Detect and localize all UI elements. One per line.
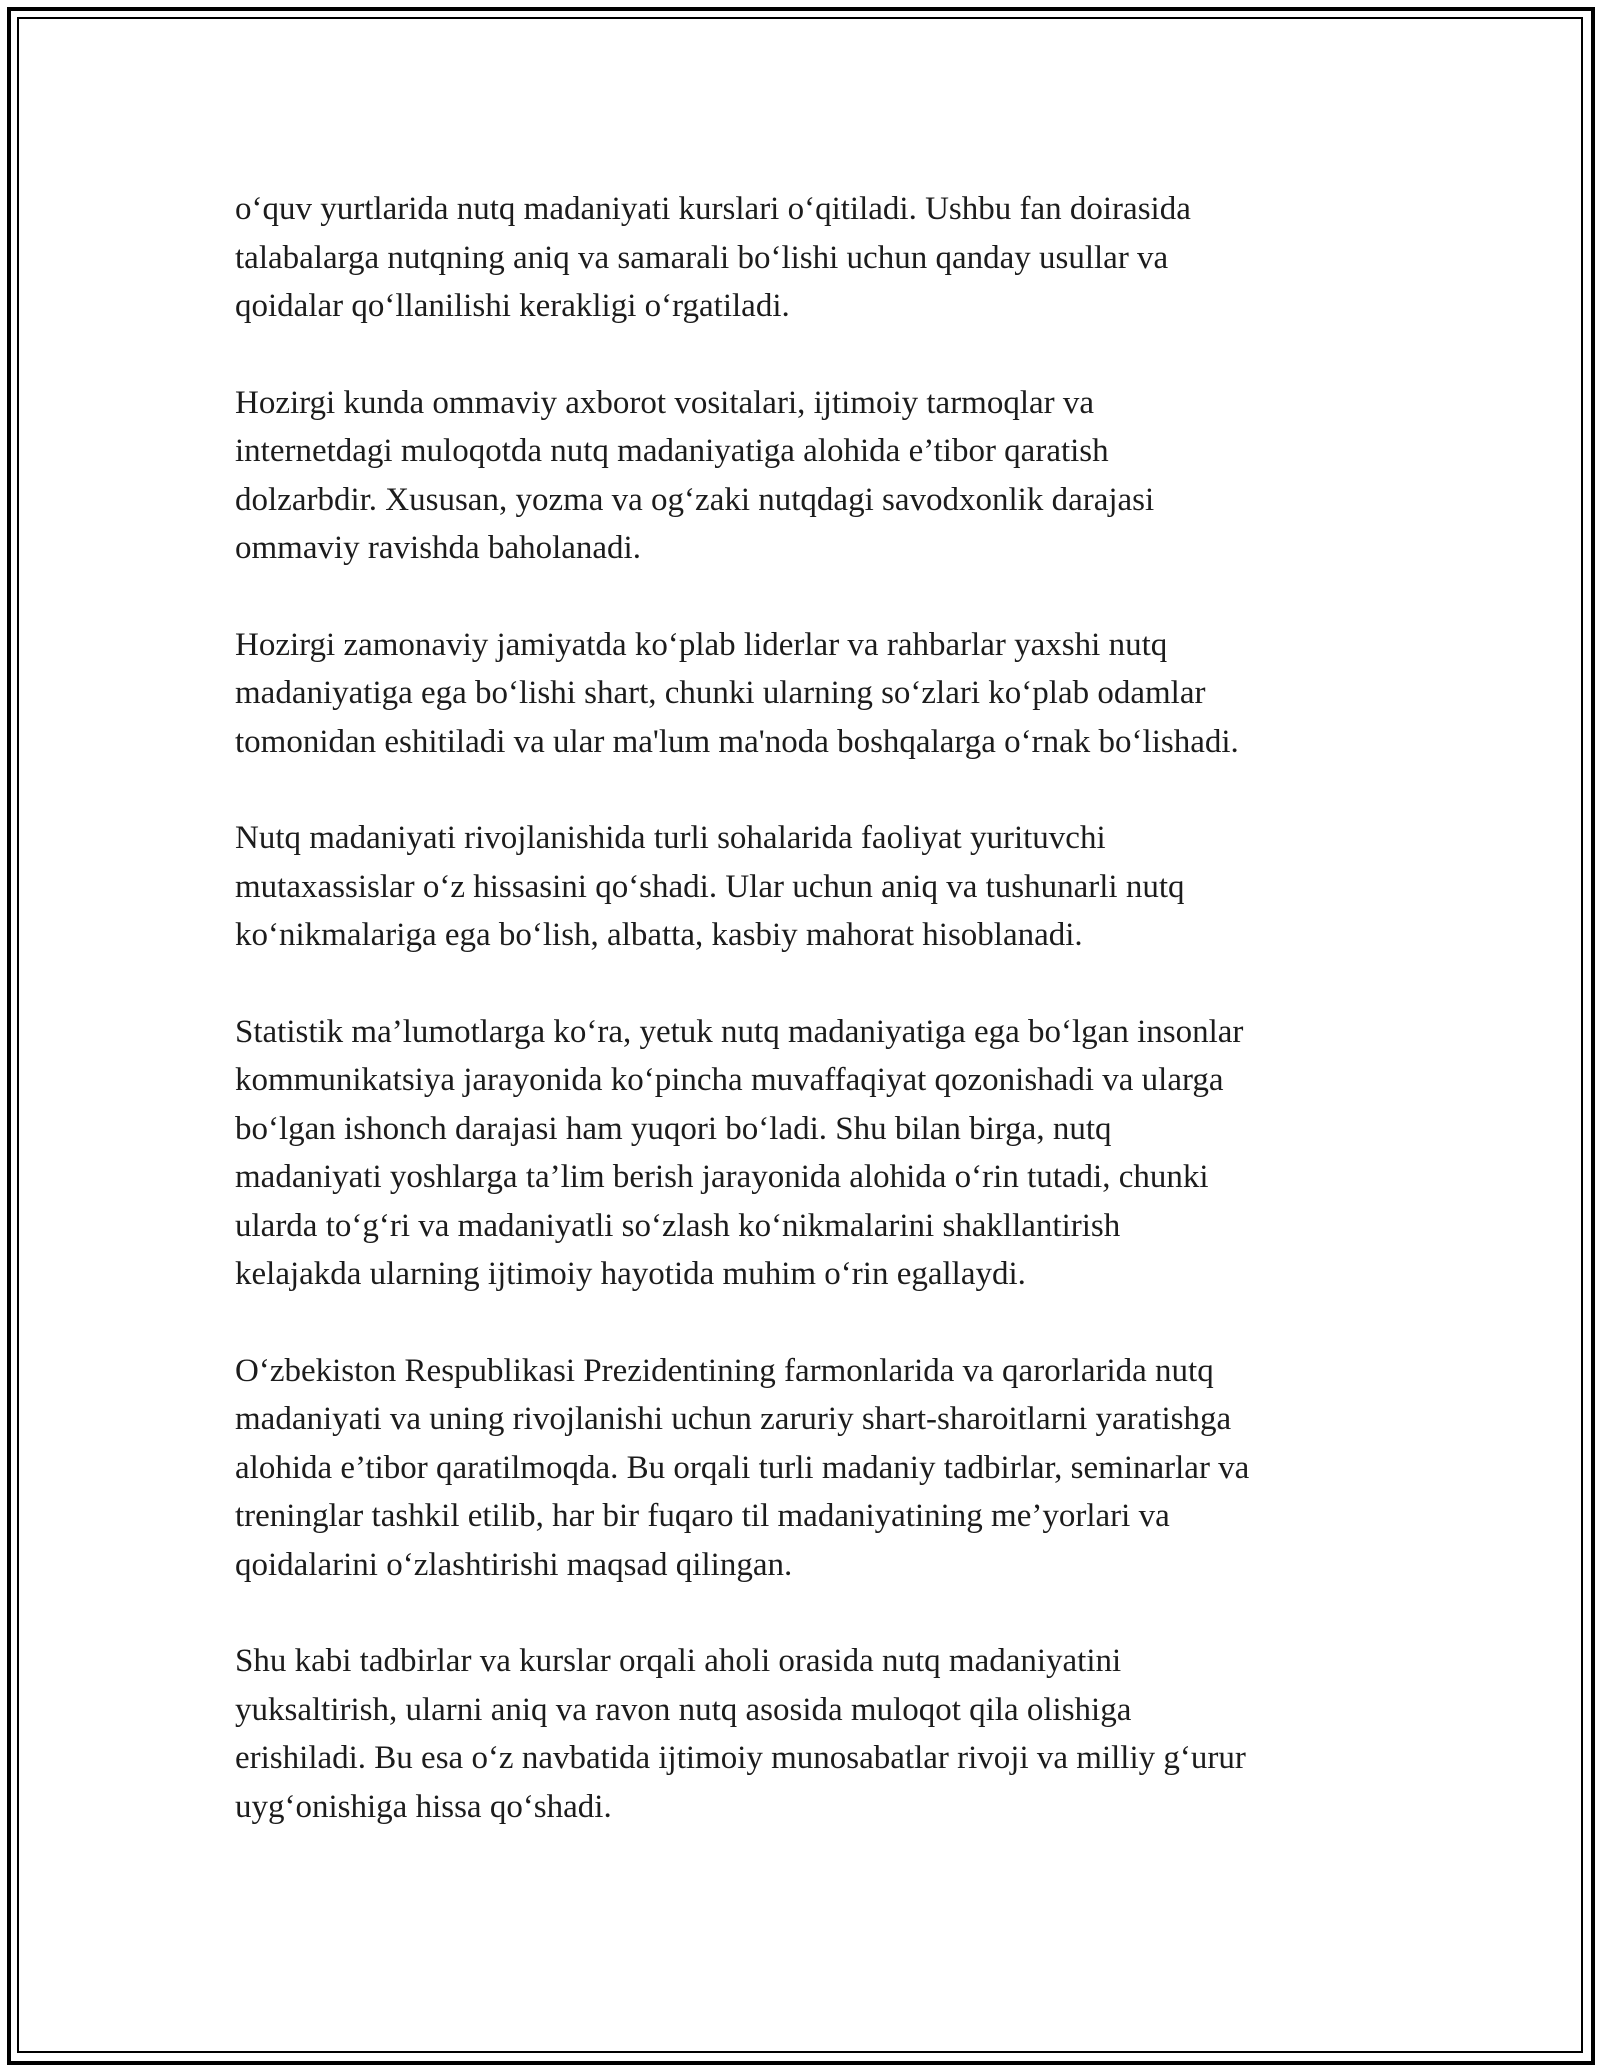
text-line: Hozirgi zamonaviy jamiyatda ko‘plab liderlar va rahbarlar yaxshi nutq (235, 626, 1168, 663)
text-line: internetdagi muloqotda nutq madaniyatiga alohida e’tibor qaratish (235, 433, 1109, 469)
text-line: yuksaltirish, ularni aniq va ravon nutq asosida muloqot qila olishiga (235, 1691, 1132, 1728)
paragraph-1 (235, 185, 1375, 331)
text-line: bo‘lgan ishonch darajasi ham yuqori bo‘ladi. Shu bilan birga, nutq (235, 1110, 1112, 1147)
document-body (235, 185, 1375, 1879)
text-line: ularda to‘g‘ri va madaniyatli so‘zlash ko‘nikmalarini shakllantirish (235, 1207, 1121, 1244)
paragraph-6 (235, 1347, 1375, 1590)
text-line: o‘quv yurtlarida nutq madaniyati kurslari o‘qitiladi. Ushbu fan doirasida (235, 191, 1191, 227)
text-line: madaniyati va uning rivojlanishi uchun zaruriy shart-sharoitlarni yaratishga (235, 1401, 1232, 1437)
paragraph-4 (235, 814, 1375, 960)
text-line: Shu kabi tadbirlar va kurslar orqali aholi orasida nutq madaniyatini (235, 1643, 1122, 1679)
text-line: uyg‘onishiga hissa qo‘shadi. (235, 1788, 612, 1825)
text-line: qoidalarini o‘zlashtirishi maqsad qilingan. (235, 1546, 793, 1583)
text-line: ommaviy ravishda baholanadi. (235, 530, 641, 566)
text-line: qoidalar qo‘llanilishi kerakligi o‘rgatiladi. (235, 288, 790, 324)
paragraph-7 (235, 1637, 1375, 1831)
text-line: alohida e’tibor qaratilmoqda. Bu orqali turli madaniy tadbirlar, seminarlar va (235, 1449, 1250, 1486)
text-line: treninglar tashkil etilib, har bir fuqaro til madaniyatining me’yorlari va (235, 1498, 1170, 1534)
paragraph-3 (235, 621, 1375, 767)
text-line: erishiladi. Bu esa o‘z navbatida ijtimoiy munosabatlar rivoji va milliy g‘urur (235, 1740, 1246, 1776)
text-line: talabalarga nutqning aniq va samarali bo‘lishi uchun qanday usullar va (235, 239, 1169, 276)
text-line: mutaxassislar o‘z hissasini qo‘shadi. Ular uchun aniq va tushunarli nutq (235, 868, 1185, 905)
text-line: Hozirgi kunda ommaviy axborot vositalari, ijtimoiy tarmoqlar va (235, 384, 1095, 421)
paragraph-5 (235, 1008, 1375, 1299)
paragraph-2 (235, 379, 1375, 573)
text-line: kommunikatsiya jarayonida ko‘pincha muvaffaqiyat qozonishadi va ularga (235, 1062, 1224, 1098)
text-line: O‘zbekiston Respublikasi Prezidentining farmonlarida va qarorlarida nutq (235, 1352, 1214, 1389)
text-line: Nutq madaniyati rivojlanishida turli sohalarida faoliyat yurituvchi (235, 820, 1106, 856)
text-line: madaniyati yoshlarga ta’lim berish jarayonida alohida o‘rin tutadi, chunki (235, 1159, 1209, 1195)
text-line: ko‘nikmalariga ega bo‘lish, albatta, kasbiy mahorat hisoblanadi. (235, 917, 1083, 953)
text-line: madaniyatiga ega bo‘lishi shart, chunki ularning so‘zlari ko‘plab odamlar (235, 675, 1206, 711)
text-line: kelajakda ularning ijtimoiy hayotida muhim o‘rin egallaydi. (235, 1256, 1026, 1292)
text-line: dolzarbdir. Xususan, yozma va og‘zaki nutqdagi savodxonlik darajasi (235, 481, 1155, 518)
text-line: tomonidan eshitiladi va ular ma'lum ma'noda boshqalarga o‘rnak bo‘lishadi. (235, 723, 1239, 760)
text-line: Statistik ma’lumotlarga ko‘ra, yetuk nutq madaniyatiga ega bo‘lgan insonlar (235, 1013, 1244, 1050)
